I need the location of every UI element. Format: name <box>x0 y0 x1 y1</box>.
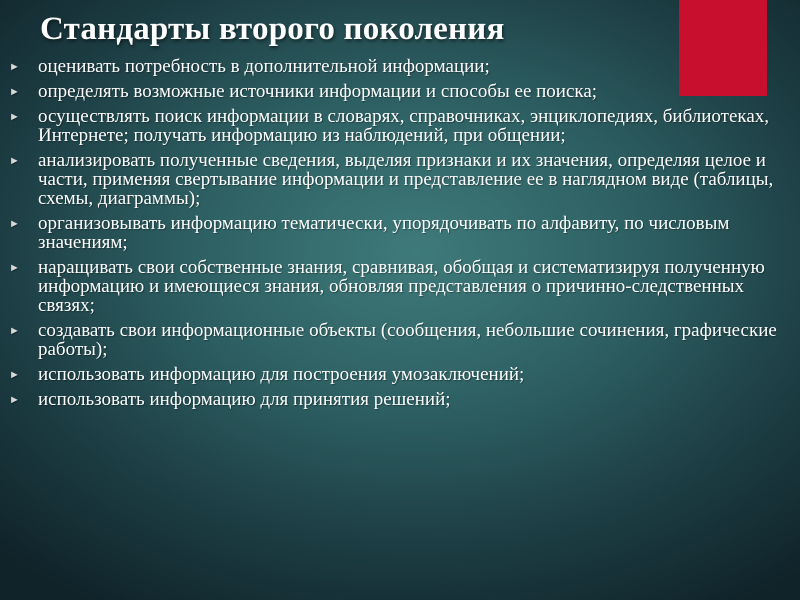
bullet-arrow-icon: ► <box>9 369 20 381</box>
bullet-arrow-icon: ► <box>9 394 20 406</box>
bullet-list <box>0 57 800 415</box>
bullet-arrow-icon: ► <box>9 86 20 98</box>
bullet-arrow-icon: ► <box>9 61 20 73</box>
list-item-text: использовать информацию для принятия решений; <box>38 389 451 410</box>
list-item-text: организовывать информацию тематически, упорядочивать по алфавиту, по числовым значениям; <box>38 213 730 253</box>
bullet-arrow-icon: ► <box>9 218 20 230</box>
bullet-arrow-icon: ► <box>9 155 20 167</box>
list-item <box>0 107 800 145</box>
list-item-text: анализировать полученные сведения, выделяя признаки и их значения, определяя целое и части, применяя свертывание информации и представление ее в наглядном виде (таблицы, схемы, диаграммы); <box>38 150 774 209</box>
list-item <box>0 151 800 208</box>
list-item-text: определять возможные источники информации и способы ее поиска; <box>38 81 598 102</box>
list-item <box>0 57 800 76</box>
bullet-arrow-icon: ► <box>9 262 20 274</box>
slide-title: Стандарты второго поколения <box>40 11 505 47</box>
list-item-text: оценивать потребность в дополнительной информации; <box>38 56 490 77</box>
list-item <box>0 214 800 252</box>
bullet-arrow-icon: ► <box>9 325 20 337</box>
list-item <box>0 321 800 359</box>
list-item <box>0 258 800 315</box>
list-item <box>0 390 800 409</box>
list-item <box>0 365 800 384</box>
list-item-text: наращивать свои собственные знания, сравнивая, обобщая и систематизируя полученную информацию и имеющиеся знания, обновляя представления о причинно-следственных связях; <box>38 257 765 316</box>
list-item-text: создавать свои информационные объекты (сообщения, небольшие сочинения, графические работы); <box>38 320 777 360</box>
list-item-text: осуществлять поиск информации в словарях, справочниках, энциклопедиях, библиотеках, Интернете; получать информацию из наблюдений, при общении; <box>38 106 770 146</box>
list-item-text: использовать информацию для построения умозаключений; <box>38 364 525 385</box>
list-item <box>0 82 800 101</box>
bullet-arrow-icon: ► <box>9 111 20 123</box>
